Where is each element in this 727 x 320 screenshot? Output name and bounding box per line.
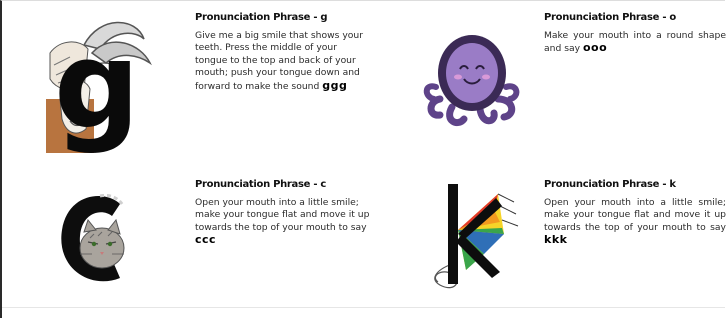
card-c (40, 176, 370, 306)
sound-c: ccc (195, 233, 217, 247)
card-k (422, 176, 727, 306)
sound-g: ggg (322, 78, 348, 92)
body-k (544, 197, 726, 248)
letter-k-kite-icon (422, 176, 522, 296)
letter-c-cat-icon (50, 186, 140, 296)
heading-k: Pronunciation Phrase - k (544, 179, 676, 190)
body-o-text: Make your mouth into a round shape and say (544, 30, 726, 55)
body-g-text: Give me a big smile that shows your teeth. Press the middle of your tongue to the top and back of your mouth; push your tongue down and forward to make the sound (195, 30, 363, 92)
body-o (544, 30, 726, 56)
sound-o: ooo (582, 41, 608, 55)
card-c-text (195, 179, 370, 248)
bottom-divider (2, 307, 725, 308)
heading-g: Pronunciation Phrase - g (195, 12, 328, 23)
heading-o: Pronunciation Phrase - o (544, 12, 676, 23)
letter-o-octopus-icon (422, 29, 522, 129)
body-c-text: Open your mouth into a little smile; make your tongue flat and move it up towards the top of your mouth to say (195, 197, 370, 233)
sound-k: kkk (544, 233, 568, 247)
card-o-text (544, 12, 726, 56)
card-k-text (544, 179, 726, 248)
svg-text:g: g (54, 17, 140, 156)
heading-c: Pronunciation Phrase - c (195, 179, 326, 190)
letter-g-goat-icon (40, 9, 160, 157)
body-c (195, 197, 370, 248)
body-k-text: Open your mouth into a little smile; make your tongue flat and move it up towards the top of your mouth to say (544, 197, 726, 233)
body-g (195, 30, 370, 93)
card-g (40, 9, 370, 159)
card-g-text (195, 12, 370, 93)
card-o (422, 9, 727, 159)
